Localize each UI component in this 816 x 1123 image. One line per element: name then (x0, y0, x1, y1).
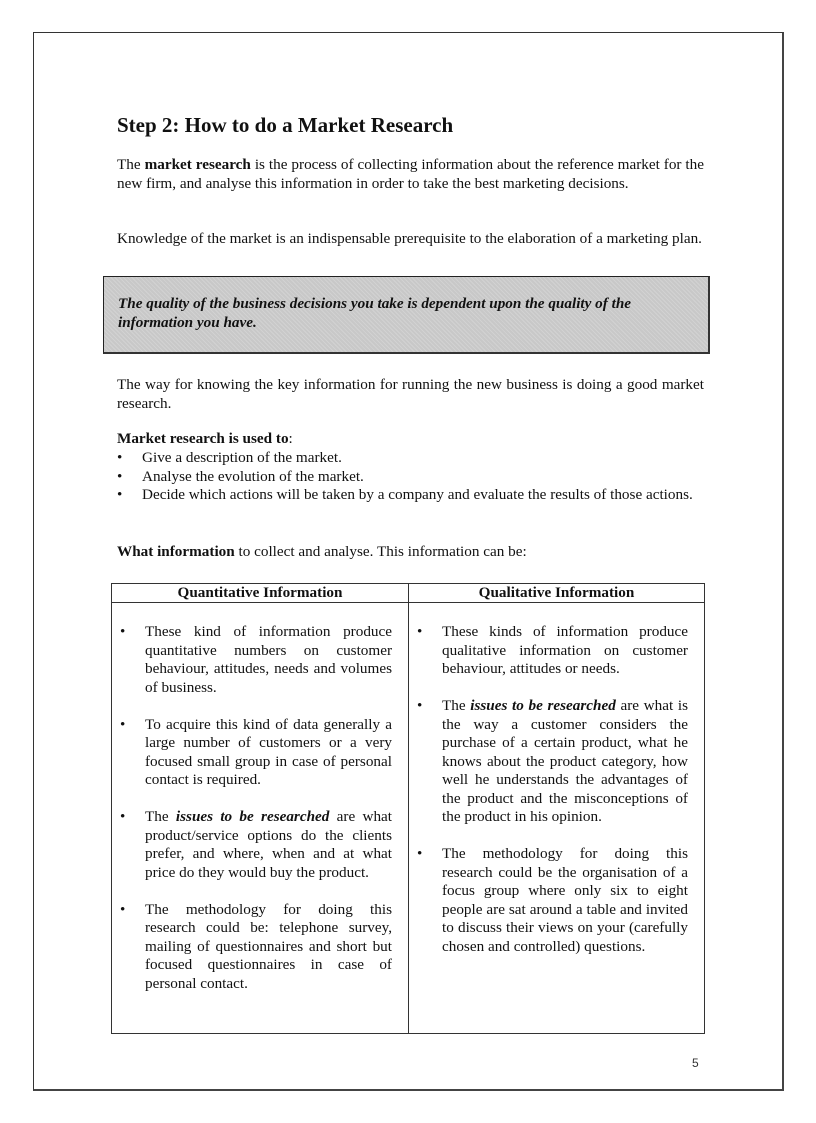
item-text-post: are what is the way a customer considers the purchase of a certain product, what he knows about the product category, how well he understands the advantages of the product and the misconceptions of the product in his opinion. (442, 697, 688, 825)
header-quantitative: Quantitative Information (112, 584, 409, 603)
callout-box (103, 276, 710, 354)
bullet-icon: • (120, 623, 126, 640)
list-item-text: Give a description of the market. (142, 449, 342, 466)
list-item (417, 845, 688, 956)
quantitative-list (120, 623, 392, 993)
list-item (117, 486, 704, 505)
quantitative-cell (112, 603, 409, 1034)
list-item (417, 697, 688, 827)
intro-post: is the process of collecting information about the reference market for the new firm, and analyse this information in order to take the best marketing decisions. (117, 156, 704, 192)
item-text-pre: The (442, 697, 471, 714)
list-item (120, 716, 392, 790)
intro-pre: The (117, 156, 145, 173)
intro-bold-term: market research (144, 156, 251, 173)
bullet-icon: • (417, 845, 423, 862)
list-item (117, 449, 704, 468)
item-emphasis: issues to be researched (470, 697, 616, 714)
bullet-icon: • (417, 623, 423, 640)
bullet-icon: • (117, 486, 123, 503)
list-item (120, 808, 392, 882)
item-emphasis: issues to be researched (175, 808, 330, 825)
bullet-icon: • (117, 467, 123, 485)
what-info-paragraph (117, 543, 704, 562)
item-text: The methodology for doing this research could be: telephone survey, mailing of questionnaires and short but focused questionnaires in case of personal contact. (145, 900, 392, 992)
list-item (120, 901, 392, 994)
page-title: Step 2: How to do a Market Research (117, 113, 454, 137)
item-text: To acquire this kind of data generally a large number of customers or a very focused small group in case of personal contact is required. (145, 715, 392, 788)
list-item-text: Decide which actions will be taken by a company and evaluate the results of those actions. (142, 486, 693, 503)
used-to-bold: Market research is used to (117, 430, 289, 447)
list-item (120, 623, 392, 697)
info-comparison-table (111, 583, 705, 1034)
used-to-heading (117, 430, 704, 449)
item-text-pre: The (145, 808, 176, 825)
item-text: These kinds of information produce qualitative information on customer behaviour, attitudes or needs. (442, 623, 688, 677)
qualitative-list (417, 623, 688, 956)
list-item (117, 468, 704, 487)
bullet-icon: • (120, 715, 126, 733)
used-to-list (117, 449, 704, 505)
what-info-bold: What information (117, 543, 235, 560)
bullet-icon: • (117, 449, 123, 466)
page-number: 5 (692, 1056, 699, 1070)
used-to-colon: : (288, 430, 293, 447)
intro-paragraph (117, 156, 704, 193)
list-item (417, 623, 688, 679)
way-paragraph: The way for knowing the key information for running the new business is doing a good market research. (117, 376, 704, 412)
callout-text: The quality of the business decisions you take is dependent upon the quality of the information you have. (118, 295, 632, 331)
bullet-icon: • (417, 697, 423, 714)
item-text-post: are what product/service options do the clients prefer, and where, when and at what price do they would buy the product. (145, 808, 392, 881)
bullet-icon: • (120, 808, 126, 825)
item-text: These kind of information produce quantitative numbers on customer behaviour, attitudes, needs and volumes of business. (145, 623, 392, 696)
qualitative-cell (409, 603, 705, 1034)
item-text: The methodology for doing this research could be the organisation of a focus group where only six to eight people are sat around a table and invited to discuss their views on your (carefully chosen and controlled) questions. (442, 845, 688, 955)
knowledge-paragraph: Knowledge of the market is an indispensable prerequisite to the elaboration of a marketing plan. (117, 230, 702, 247)
list-item-text: Analyse the evolution of the market. (142, 467, 364, 485)
bullet-icon: • (120, 900, 126, 918)
what-info-rest: to collect and analyse. This information can be: (234, 543, 527, 560)
header-qualitative: Qualitative Information (409, 584, 705, 603)
